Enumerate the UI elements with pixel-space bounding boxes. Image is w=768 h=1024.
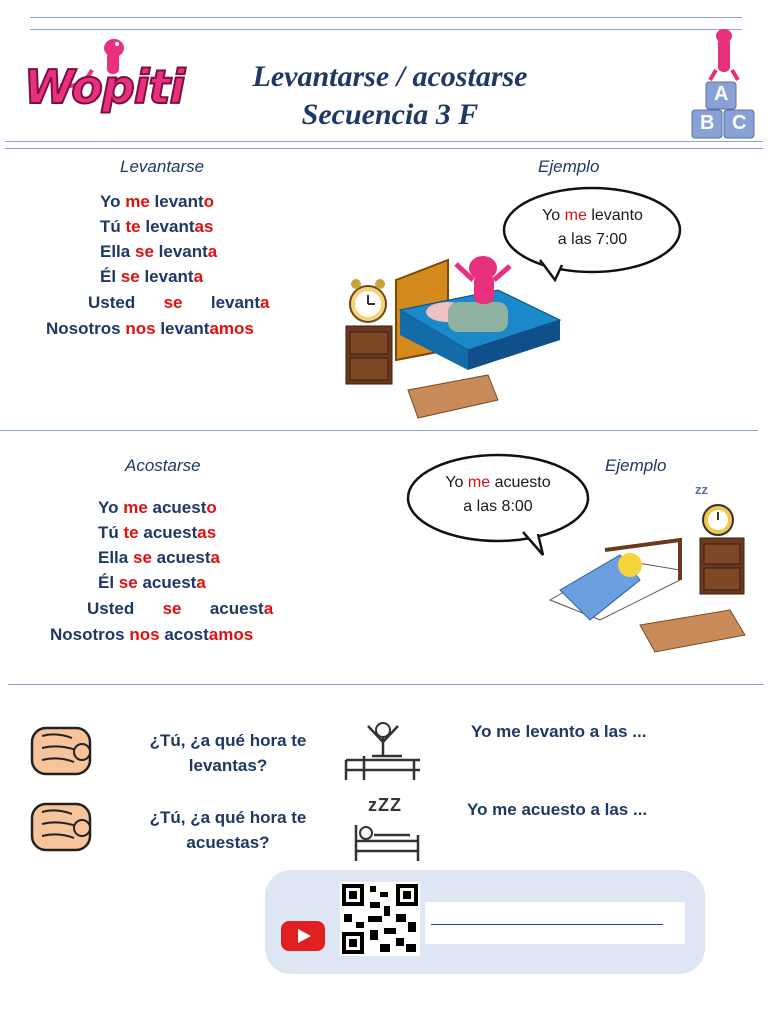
header-rule-2 bbox=[5, 148, 763, 149]
conj-row bbox=[98, 573, 206, 593]
sleep-zz: zz bbox=[695, 482, 708, 497]
pronoun: se bbox=[120, 267, 140, 286]
sleeping-bed-icon bbox=[350, 795, 425, 865]
question-1 bbox=[128, 728, 328, 778]
top-rule bbox=[30, 17, 742, 18]
block-b: B bbox=[700, 112, 715, 134]
acostarse-example-heading: Ejemplo bbox=[605, 456, 667, 475]
conj-row bbox=[46, 319, 254, 339]
header-rule bbox=[5, 141, 763, 142]
conj-row bbox=[100, 267, 203, 287]
bubble-time: a las 7:00 bbox=[557, 231, 628, 248]
link-underline bbox=[431, 924, 663, 925]
pronoun: me bbox=[123, 498, 148, 517]
abc-blocks-illustration bbox=[688, 24, 758, 142]
bubble-post: acuesto bbox=[494, 474, 551, 491]
ending: o bbox=[203, 192, 215, 211]
ending: amos bbox=[208, 625, 254, 644]
ending: amos bbox=[209, 319, 254, 338]
question-2 bbox=[128, 805, 328, 855]
wopiti-logo bbox=[22, 30, 185, 125]
pronoun: nos bbox=[125, 319, 156, 338]
question-1-line1: ¿Tú, ¿a qué hora te bbox=[149, 731, 307, 750]
conj-row bbox=[98, 523, 216, 543]
ending: a bbox=[263, 599, 274, 618]
bubble-time: a las 8:00 bbox=[463, 498, 533, 515]
subject: Yo bbox=[98, 498, 119, 517]
subject: Ella bbox=[100, 242, 131, 261]
stem: acuest bbox=[143, 523, 198, 542]
link-box[interactable] bbox=[425, 902, 685, 944]
block-c: C bbox=[732, 112, 747, 134]
subject: Él bbox=[100, 267, 117, 286]
pronoun: se bbox=[132, 548, 152, 567]
stem: acuest bbox=[209, 599, 264, 618]
ending: as bbox=[194, 217, 214, 236]
ending: a bbox=[210, 548, 220, 567]
stem: levant bbox=[210, 293, 260, 312]
page-title-line1: Levantarse / acostarse bbox=[252, 60, 528, 93]
section-rule-1 bbox=[0, 430, 758, 431]
subject: Yo bbox=[100, 192, 121, 211]
conj-row bbox=[88, 293, 269, 313]
pronoun: nos bbox=[129, 625, 160, 644]
stem: acuest bbox=[152, 498, 207, 517]
pronoun: se bbox=[134, 242, 154, 261]
subject: Nosotros bbox=[50, 625, 125, 644]
bubble-pronoun: me bbox=[467, 474, 491, 491]
pronoun: se bbox=[163, 293, 183, 312]
subject: Tú bbox=[98, 523, 119, 542]
subject: Ella bbox=[98, 548, 129, 567]
conj-row bbox=[98, 498, 217, 518]
conj-row bbox=[100, 217, 213, 237]
qr-code[interactable] bbox=[340, 882, 420, 956]
conj-row bbox=[100, 242, 217, 262]
conj-row bbox=[50, 625, 253, 645]
section-rule-2 bbox=[8, 684, 764, 685]
stem: acuest bbox=[156, 548, 211, 567]
go-to-bed-illustration bbox=[540, 480, 750, 660]
ending: as bbox=[197, 523, 217, 542]
page-title-line2: Secuencia 3 F bbox=[301, 98, 479, 131]
subject: Nosotros bbox=[46, 319, 121, 338]
stem: acuest bbox=[142, 573, 197, 592]
ending: o bbox=[206, 498, 217, 517]
subject: Usted bbox=[87, 599, 135, 618]
stem: levant bbox=[145, 217, 195, 236]
ending: a bbox=[193, 267, 204, 286]
subject: Usted bbox=[88, 293, 136, 312]
ending: a bbox=[259, 293, 270, 312]
levantarse-example-heading: Ejemplo bbox=[538, 157, 600, 176]
stem: levant bbox=[154, 192, 204, 211]
levantarse-heading: Levantarse bbox=[120, 157, 205, 176]
bubble-pre: Yo bbox=[445, 474, 464, 491]
pronoun: te bbox=[123, 523, 139, 542]
pronoun: se bbox=[118, 573, 138, 592]
bubble-pronoun: me bbox=[564, 207, 587, 224]
block-a: A bbox=[714, 83, 729, 105]
stem: levant bbox=[160, 319, 210, 338]
bubble-pre: Yo bbox=[542, 207, 561, 224]
stem: levant bbox=[158, 242, 208, 261]
conj-row bbox=[100, 192, 214, 212]
conj-row bbox=[98, 548, 220, 568]
stem: levant bbox=[144, 267, 194, 286]
pronoun: te bbox=[125, 217, 141, 236]
ending: a bbox=[196, 573, 206, 592]
pronoun: me bbox=[125, 192, 150, 211]
stem: acost bbox=[164, 625, 209, 644]
zzz-text: zZZ bbox=[368, 795, 402, 815]
subject: Él bbox=[98, 573, 115, 592]
logo-text: Wopiti bbox=[24, 60, 185, 114]
pointing-fist-icon bbox=[28, 722, 98, 782]
answer-2: Yo me acuesto a las ... bbox=[467, 800, 648, 819]
bubble-post: levanto bbox=[591, 207, 643, 224]
subject: Tú bbox=[100, 217, 121, 236]
question-1-line2: levantas? bbox=[188, 756, 268, 775]
pointing-fist-icon bbox=[28, 798, 98, 858]
question-2-line2: acuestas? bbox=[186, 833, 270, 852]
youtube-icon[interactable] bbox=[281, 921, 325, 951]
conj-row bbox=[87, 599, 273, 619]
wake-up-icon bbox=[342, 720, 424, 784]
acostarse-heading: Acostarse bbox=[125, 456, 201, 475]
answer-1: Yo me levanto a las ... bbox=[471, 722, 647, 741]
pronoun: se bbox=[162, 599, 182, 618]
wake-up-illustration bbox=[338, 240, 568, 420]
ending: a bbox=[207, 242, 218, 261]
question-2-line1: ¿Tú, ¿a qué hora te bbox=[149, 808, 307, 827]
